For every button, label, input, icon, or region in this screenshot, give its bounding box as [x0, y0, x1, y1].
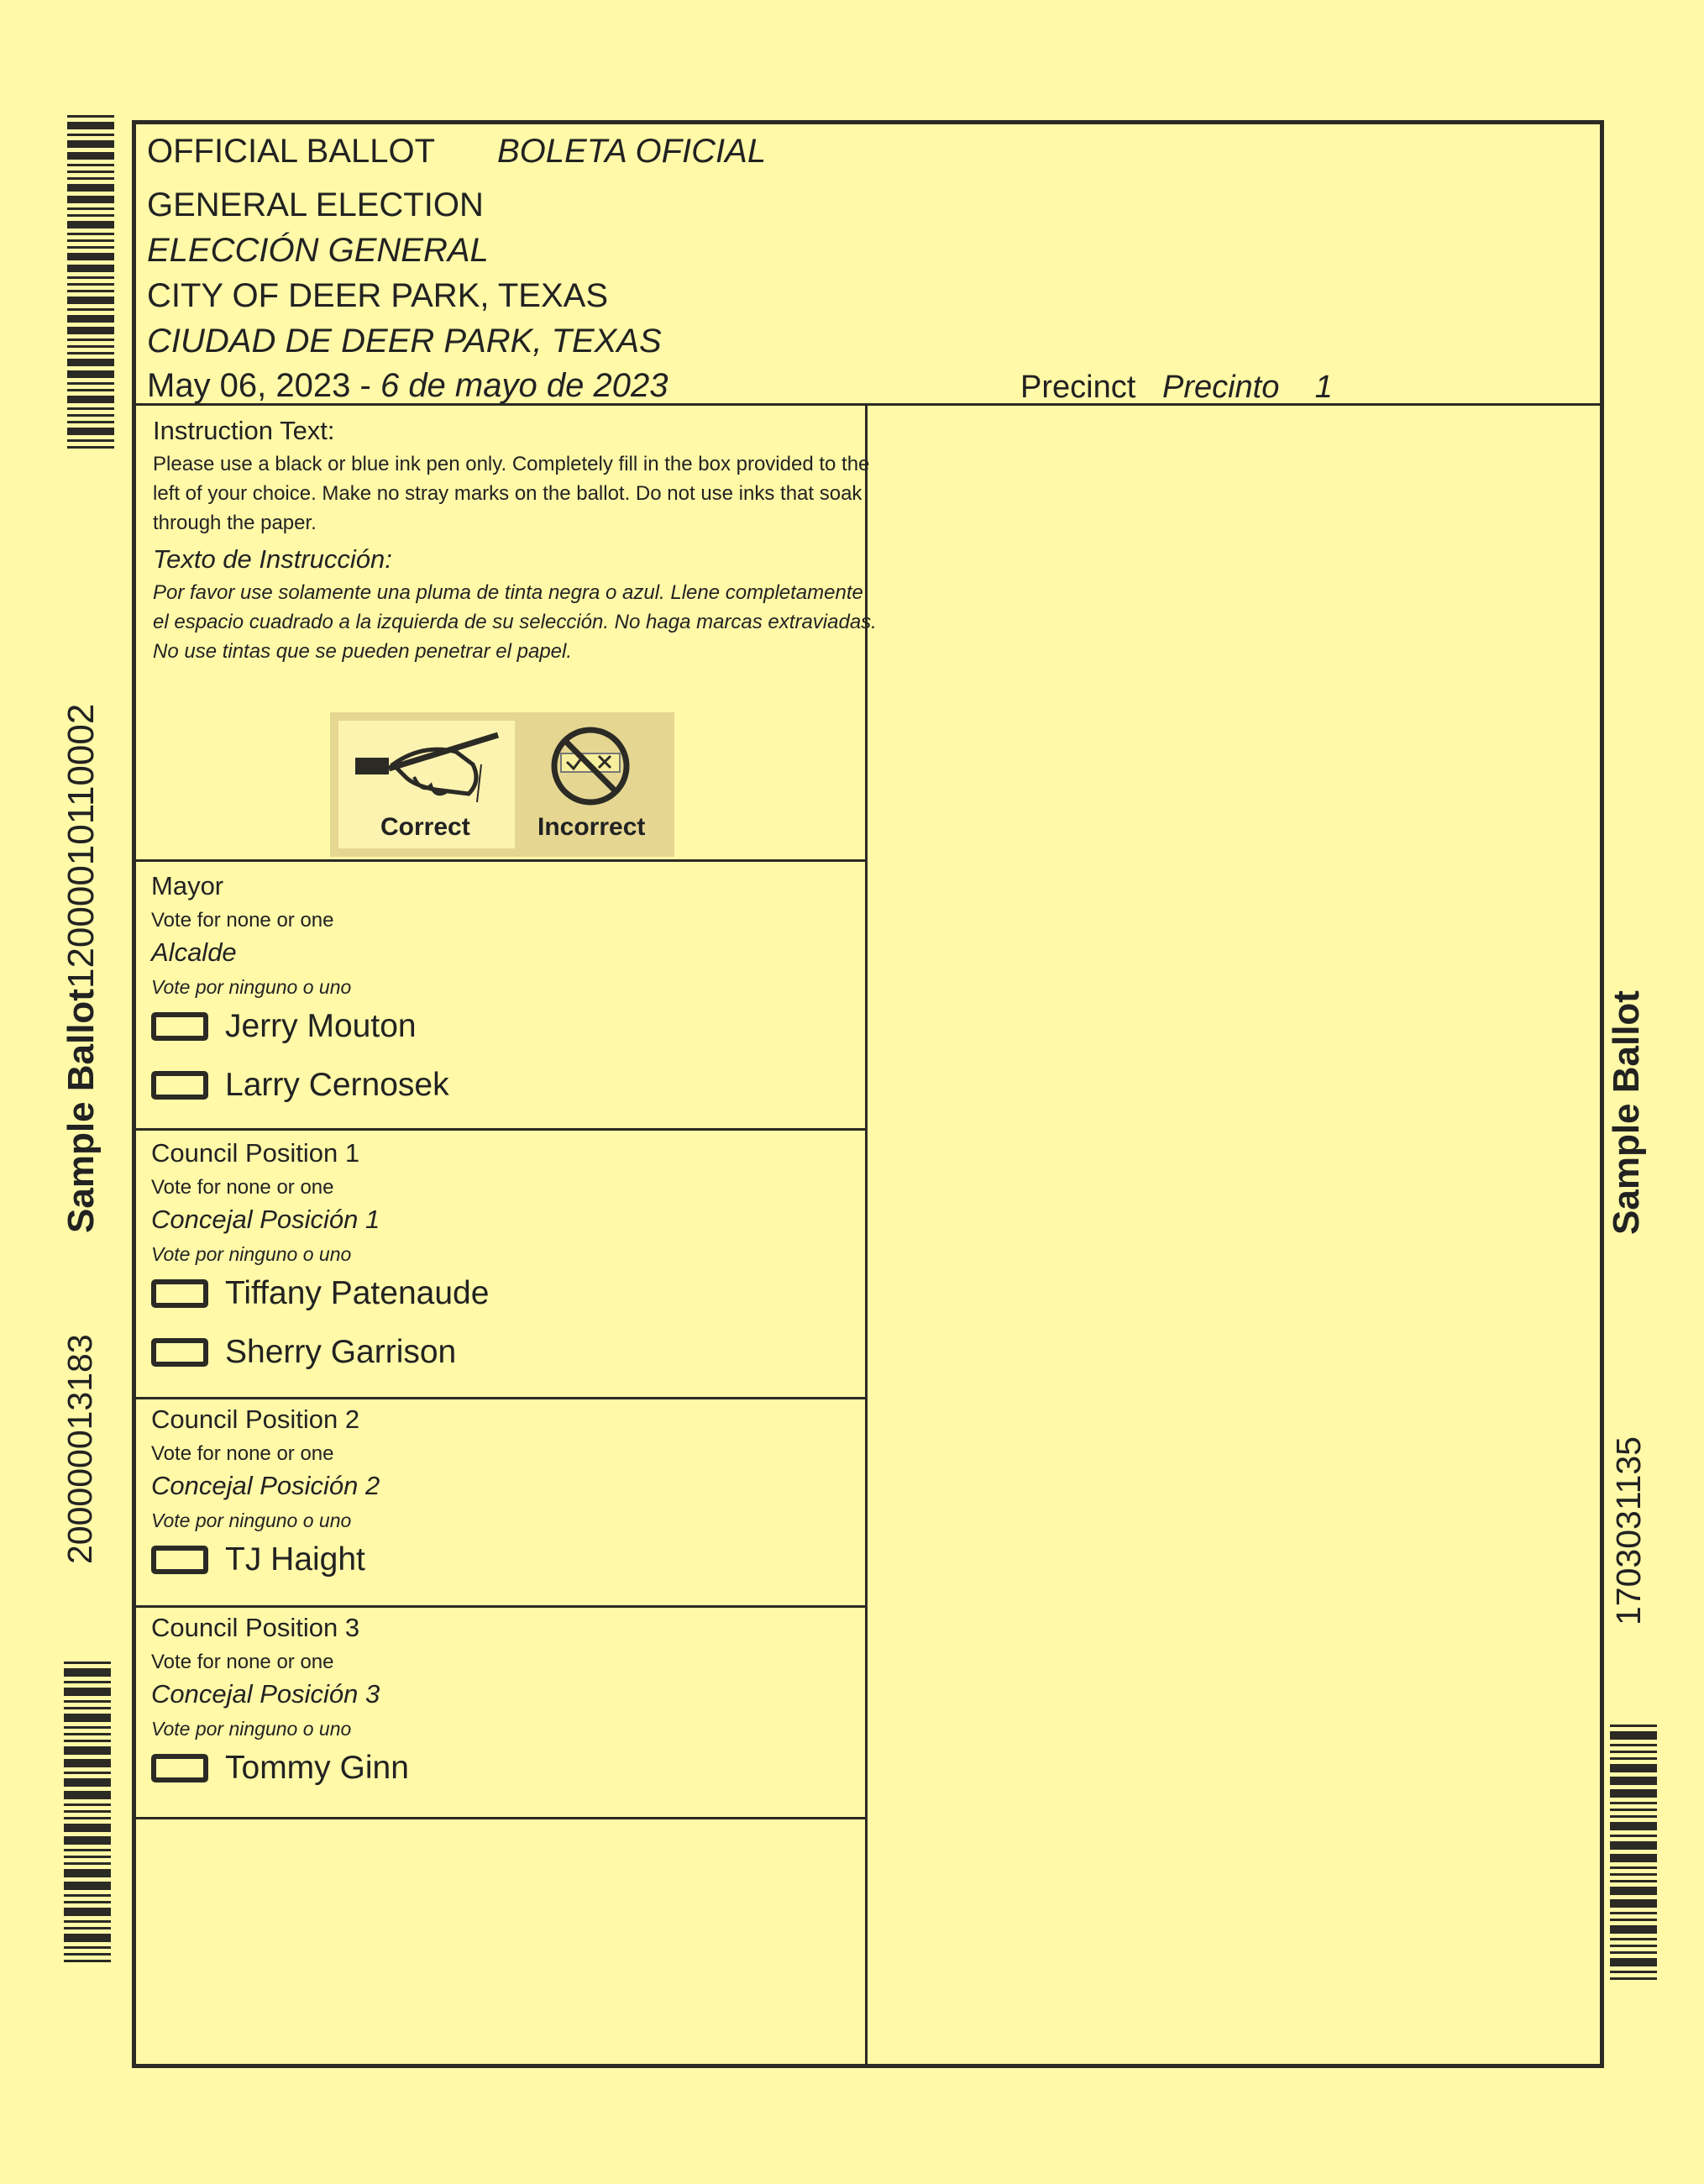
instruction-body-es: Por favor use solamente una pluma de tinta negra o azul. Llene completamente el espacio cuadrado a la izquierda de su selección. No haga marcas extraviadas. No use tintas que se pueden penetrar el papel.: [153, 581, 877, 663]
section-divider: [136, 1397, 865, 1399]
precinct-label-es: Precinto: [1161, 370, 1280, 405]
vote-target-box[interactable]: [151, 1012, 208, 1041]
election-name: GENERAL ELECTION: [147, 186, 484, 223]
section-divider: [136, 859, 865, 862]
vote-target-box[interactable]: [151, 1546, 208, 1574]
vote-for-es: Vote por ninguno o uno: [151, 976, 352, 998]
election-name-es: ELECCIÓN GENERAL: [147, 232, 489, 269]
vote-for: Vote for none or one: [151, 909, 334, 932]
instruction-title: Instruction Text:: [153, 416, 335, 445]
candidate-name: Jerry Mouton: [225, 1008, 417, 1044]
barcode-left-top: [67, 115, 114, 453]
instruction-title-es: Texto de Instrucción:: [153, 544, 392, 574]
barcode-left-bottom: [64, 1662, 111, 1966]
candidate-option[interactable]: [151, 1067, 449, 1104]
candidate-option[interactable]: [151, 1750, 409, 1787]
jurisdiction: CITY OF DEER PARK, TEXAS: [147, 277, 609, 314]
vote-for: Vote for none or one: [151, 1442, 334, 1465]
contest-title-es: Alcalde: [151, 937, 237, 967]
right-margin-serial: 1703031135: [1609, 1436, 1648, 1625]
contest-title: Mayor: [151, 871, 224, 900]
instruction-body: Please use a black or blue ink pen only. Completely fill in the box provided to the left of your choice. Make no stray marks on the ballot. Do not use inks that soak through the paper.: [153, 453, 870, 534]
section-divider: [136, 1128, 865, 1131]
vote-target-box[interactable]: [151, 1338, 208, 1367]
precinct-label: Precinct: [1020, 370, 1136, 405]
contest-title: Council Position 2: [151, 1404, 360, 1434]
candidate-name: Tommy Ginn: [225, 1750, 409, 1786]
candidate-name: Sherry Garrison: [225, 1334, 457, 1370]
left-margin-label: [60, 704, 102, 1233]
hand-pen-icon: [355, 731, 502, 806]
contest-title-es: Concejal Posición 2: [151, 1471, 380, 1500]
right-margin-label: Sample Ballot: [1606, 990, 1647, 1235]
vote-for-es: Vote por ninguno o uno: [151, 1718, 352, 1740]
candidate-option[interactable]: [151, 1275, 489, 1312]
election-date: [147, 367, 668, 405]
vote-for: Vote for none or one: [151, 1651, 334, 1673]
candidate-option[interactable]: [151, 1008, 417, 1045]
precinct: [1020, 370, 1333, 406]
contest-title-es: Concejal Posición 3: [151, 1679, 380, 1709]
ballot-style-code: 12000010110002: [60, 703, 102, 990]
jurisdiction-es: CIUDAD DE DEER PARK, TEXAS: [147, 323, 662, 360]
candidate-name: Larry Cernosek: [225, 1067, 449, 1103]
candidate-option[interactable]: [151, 1541, 365, 1578]
candidate-option[interactable]: [151, 1334, 456, 1371]
incorrect-label: Incorrect: [537, 813, 646, 841]
election-date-es: 6 de mayo de 2023: [380, 367, 668, 404]
candidate-name: Tiffany Patenaude: [225, 1275, 490, 1311]
ballot-title-es: BOLETA OFICIAL: [497, 133, 767, 170]
barcode-right-bottom: [1610, 1725, 1657, 1984]
vote-for: Vote for none or one: [151, 1176, 334, 1199]
correct-label: Correct: [380, 813, 470, 841]
contest-title: Council Position 1: [151, 1138, 360, 1168]
candidate-name: TJ Haight: [225, 1541, 365, 1578]
election-date-en: May 06, 2023 -: [147, 367, 371, 404]
prohibited-marks-icon: [548, 724, 632, 808]
vote-for-es: Vote por ninguno o uno: [151, 1509, 352, 1531]
vote-target-box[interactable]: [151, 1279, 208, 1308]
marking-example: [330, 712, 674, 857]
correct-example: [338, 721, 515, 848]
vote-target-box[interactable]: [151, 1071, 208, 1100]
ballot-title: OFFICIAL BALLOT: [147, 133, 436, 170]
vote-for-es: Vote por ninguno o uno: [151, 1243, 352, 1265]
left-margin-serial: 200000013183: [60, 1334, 99, 1564]
vote-target-box[interactable]: [151, 1754, 208, 1782]
section-divider: [136, 1817, 865, 1819]
precinct-number: 1: [1314, 370, 1333, 405]
section-divider: [136, 1605, 865, 1608]
contest-title: Council Position 3: [151, 1613, 360, 1642]
sample-ballot-label: Sample Ballot: [60, 989, 102, 1233]
contest-title-es: Concejal Posición 1: [151, 1205, 380, 1234]
